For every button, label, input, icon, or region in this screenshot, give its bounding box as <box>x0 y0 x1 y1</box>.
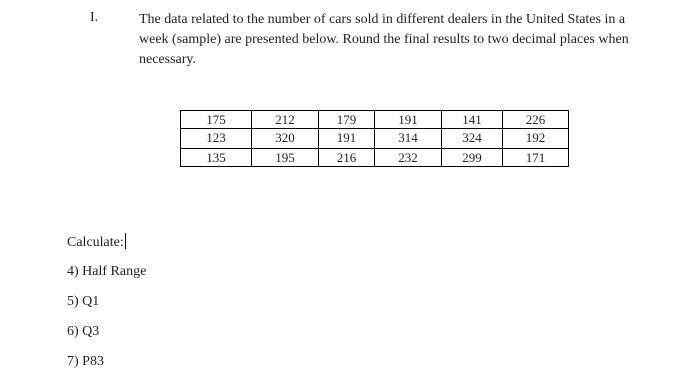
calculate-heading[interactable] <box>67 233 126 251</box>
section-numeral: I. <box>90 10 99 25</box>
table-cell: 135 <box>181 149 252 167</box>
table-row <box>181 149 569 167</box>
table-cell: 175 <box>181 111 252 129</box>
table-row <box>181 111 569 129</box>
task-item: 5) Q1 <box>67 294 100 309</box>
table-cell: 314 <box>375 129 442 147</box>
task-item: 4) Half Range <box>67 264 147 279</box>
table-cell: 171 <box>503 149 569 167</box>
table-cell: 123 <box>181 129 252 147</box>
table-cell: 191 <box>319 129 375 147</box>
table-cell: 299 <box>442 149 503 167</box>
table-cell: 191 <box>375 111 442 129</box>
task-item: 6) Q3 <box>67 324 100 339</box>
table-cell: 192 <box>503 129 569 147</box>
statement-line: necessary. <box>139 52 197 67</box>
text-cursor <box>125 233 126 249</box>
table-cell: 195 <box>252 149 319 167</box>
cars-sold-table <box>180 110 569 167</box>
table-cell: 212 <box>252 111 319 129</box>
task-item: 7) P83 <box>67 354 104 369</box>
problem-statement <box>139 10 695 70</box>
statement-line: week (sample) are presented below. Round the final results to two decimal places when <box>139 32 629 47</box>
table-row <box>181 129 569 147</box>
calculate-label: Calculate: <box>67 235 124 250</box>
table-cell: 179 <box>319 111 375 129</box>
table-cell: 324 <box>442 129 503 147</box>
statement-line: The data related to the number of cars sold in different dealers in the United States in a <box>139 12 626 27</box>
table-cell: 226 <box>503 111 569 129</box>
table-cell: 320 <box>252 129 319 147</box>
table-cell: 232 <box>375 149 442 167</box>
table-cell: 141 <box>442 111 503 129</box>
table-cell: 216 <box>319 149 375 167</box>
